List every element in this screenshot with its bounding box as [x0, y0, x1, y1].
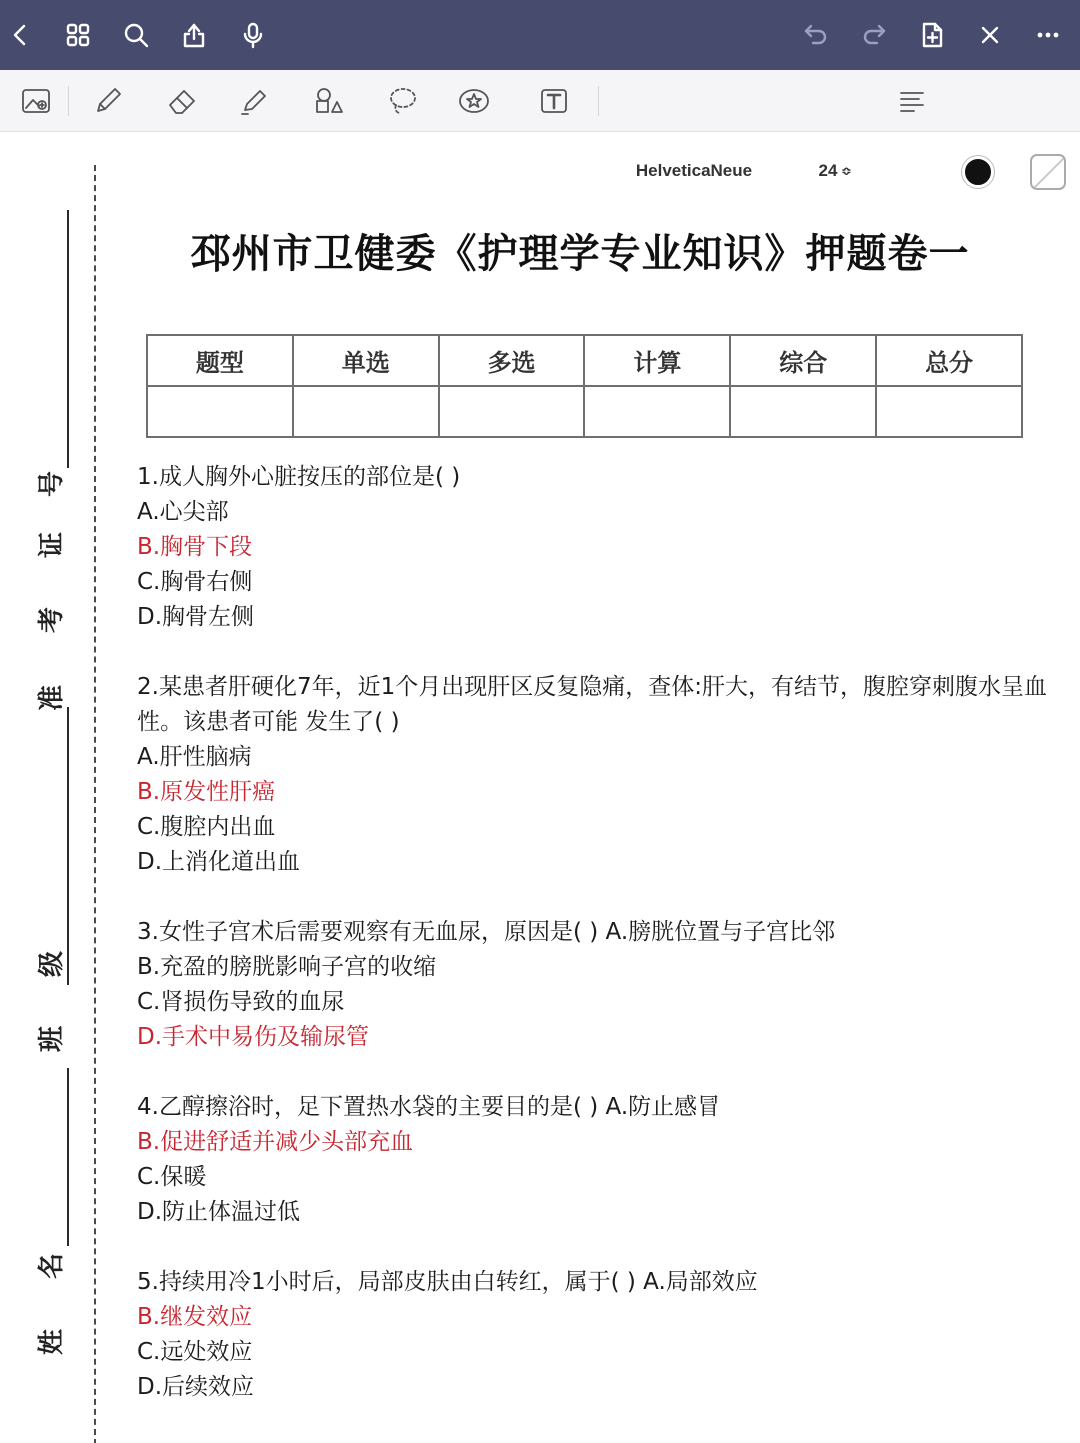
- eraser-icon: [164, 83, 200, 119]
- question-option-answer: B.继发效应: [137, 1304, 253, 1330]
- question-option: D.防止体温过低: [137, 1199, 301, 1225]
- microphone-button[interactable]: [233, 15, 273, 55]
- image-tool[interactable]: [14, 80, 58, 122]
- redo-button[interactable]: [854, 15, 894, 55]
- question-item: [137, 1090, 1077, 1230]
- side-label-char: 考: [37, 607, 67, 634]
- star-sticker-icon: [456, 83, 492, 119]
- text-box-icon: [536, 83, 572, 119]
- font-family-selector[interactable]: HelveticaNeue: [618, 154, 770, 188]
- font-size-selector[interactable]: [800, 154, 870, 188]
- score-value-cell: [584, 386, 730, 437]
- question-option-answer: B.原发性肝癌: [137, 779, 276, 805]
- undo-icon: [801, 20, 831, 50]
- microphone-icon: [238, 20, 268, 50]
- question-option: A.肝性脑病: [137, 744, 252, 770]
- text-color-swatch[interactable]: [962, 156, 994, 188]
- score-value-cell: [147, 386, 293, 437]
- question-option: C.保暖: [137, 1164, 207, 1190]
- question-stem: 3.女性子宫术后需要观察有无血尿，原因是( ) A.膀胱位置与子宫比邻: [137, 919, 836, 945]
- side-label-char: 班: [37, 1026, 67, 1053]
- question-stem: 1.成人胸外心脏按压的部位是( ): [137, 464, 461, 490]
- question-stem: 2.某患者肝硬化7年，近1个月出现肝区反复隐痛，查体:肝大，有结节，腹腔穿刺腹水呈血性。该患者可能 发生了( ): [137, 674, 1047, 735]
- question-option: B.充盈的膀胱影响子宫的收缩: [137, 954, 437, 980]
- side-blank-line: [67, 210, 69, 468]
- share-icon: [179, 20, 209, 50]
- score-value-cell: [876, 386, 1022, 437]
- annotation-toolbar: [0, 70, 1080, 180]
- more-icon: [1033, 20, 1063, 50]
- question-option-answer: D.手术中易伤及输尿管: [137, 1024, 370, 1050]
- side-label-char: 姓: [37, 1329, 67, 1356]
- search-button[interactable]: [116, 15, 156, 55]
- question-item: [137, 670, 1077, 880]
- eraser-tool[interactable]: [160, 80, 204, 122]
- close-icon: [975, 20, 1005, 50]
- seal-line: [94, 165, 96, 1443]
- toolbar-divider: [598, 86, 599, 116]
- score-header-cell: 总分: [876, 335, 1022, 386]
- close-button[interactable]: [970, 15, 1010, 55]
- grid-icon: [63, 20, 93, 50]
- score-value-cell: [293, 386, 439, 437]
- score-header-cell: 多选: [439, 335, 585, 386]
- question-item: [137, 460, 1077, 635]
- score-table: [146, 334, 1023, 438]
- share-button[interactable]: [174, 15, 214, 55]
- question-option-answer: B.胸骨下段: [137, 534, 253, 560]
- score-table-value-row: [147, 386, 1022, 437]
- score-header-cell: 计算: [584, 335, 730, 386]
- more-button[interactable]: [1028, 15, 1068, 55]
- question-option: C.肾损伤导致的血尿: [137, 989, 345, 1015]
- side-label-char: 准: [37, 685, 67, 712]
- text-align-button[interactable]: [890, 80, 934, 122]
- question-stem: 4.乙醇擦浴时，足下置热水袋的主要目的是( ) A.防止感冒: [137, 1094, 721, 1120]
- score-value-cell: [730, 386, 876, 437]
- pen-tool[interactable]: [86, 80, 130, 122]
- question-option: C.腹腔内出血: [137, 814, 276, 840]
- highlighter-tool[interactable]: [232, 80, 276, 122]
- sticker-tool[interactable]: [452, 80, 496, 122]
- question-option-answer: B.促进舒适并减少头部充血: [137, 1129, 414, 1155]
- question-option: C.胸骨右侧: [137, 569, 253, 595]
- question-option: C.远处效应: [137, 1339, 253, 1365]
- side-blank-line: [67, 1068, 69, 1246]
- side-label-char: 名: [37, 1253, 67, 1280]
- text-tool[interactable]: [532, 80, 576, 122]
- page-title: 邳州市卫健委《护理学专业知识》押题卷一: [190, 231, 970, 277]
- align-left-icon: [894, 83, 930, 119]
- score-header-cell: 题型: [147, 335, 293, 386]
- score-header-cell: 单选: [293, 335, 439, 386]
- undo-button[interactable]: [796, 15, 836, 55]
- question-list: [137, 460, 1077, 1440]
- question-stem: 5.持续用冷1小时后，局部皮肤由白转红，属于( ) A.局部效应: [137, 1269, 758, 1295]
- question-option: A.心尖部: [137, 499, 229, 525]
- image-icon: [18, 83, 54, 119]
- thumbnails-button[interactable]: [58, 15, 98, 55]
- question-item: [137, 1265, 1077, 1405]
- lasso-icon: [384, 83, 420, 119]
- side-label-char: 级: [37, 951, 67, 978]
- side-blank-line: [67, 707, 69, 985]
- shapes-tool[interactable]: [306, 80, 350, 122]
- fill-color-swatch[interactable]: [1030, 154, 1066, 190]
- back-button[interactable]: [0, 15, 40, 55]
- top-nav-bar: [0, 0, 1080, 70]
- font-size-value: 24: [818, 161, 838, 180]
- question-option: D.上消化道出血: [137, 849, 301, 875]
- score-header-cell: 综合: [730, 335, 876, 386]
- score-table-header-row: [147, 335, 1022, 386]
- lasso-tool[interactable]: [380, 80, 424, 122]
- question-option: D.胸骨左侧: [137, 604, 255, 630]
- shapes-icon: [310, 83, 346, 119]
- search-icon: [121, 20, 151, 50]
- chevron-left-icon: [5, 20, 35, 50]
- question-item: [137, 915, 1077, 1055]
- toolbar-divider: [68, 86, 69, 116]
- pen-icon: [90, 83, 126, 119]
- highlighter-icon: [236, 83, 272, 119]
- add-page-button[interactable]: [912, 15, 952, 55]
- add-page-icon: [917, 20, 947, 50]
- side-label-char: 证: [37, 532, 67, 559]
- side-label-char: 号: [37, 471, 67, 498]
- up-down-chevron-icon: ≎: [841, 164, 852, 178]
- score-value-cell: [439, 386, 585, 437]
- redo-icon: [859, 20, 889, 50]
- question-option: D.后续效应: [137, 1374, 255, 1400]
